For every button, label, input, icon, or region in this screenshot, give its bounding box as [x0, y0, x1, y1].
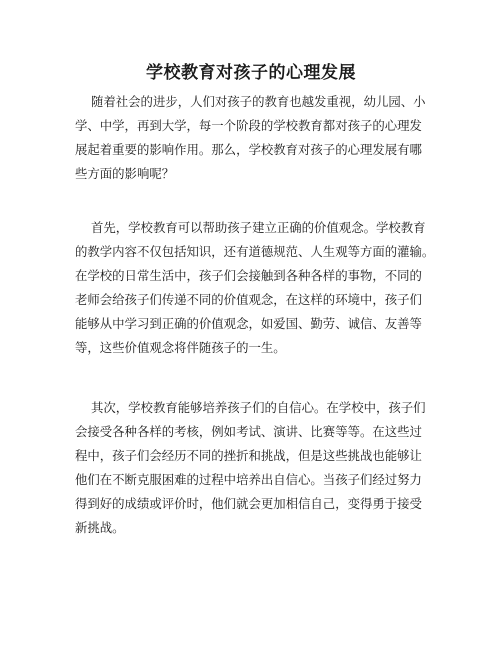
- paragraph-line: 在学校的日常生活中，孩子们会接触到各种各样的事物，不同的: [75, 268, 422, 283]
- paragraph-line: 的教学内容不仅包括知识，还有道德规范、人生观等方面的灌输。: [75, 244, 435, 259]
- paragraph-line: 程中，孩子们会经历不同的挫折和挑战，但是这些挑战也能够让: [75, 448, 422, 463]
- paragraph-line: 随着社会的进步，人们对孩子的教育也越发重视，幼儿园、小: [91, 94, 426, 109]
- paragraph-line: 能够从中学习到正确的价值观念，如爱国、勤劳、诚信、友善等: [75, 316, 422, 331]
- paragraph-line: 他们在不断克服困难的过程中培养出自信心。当孩子们经过努力: [75, 472, 422, 487]
- paragraph-line: 得到好的成绩或评价时，他们就会更加相信自己，变得勇于接受: [75, 496, 422, 511]
- document-title: 学校教育对孩子的心理发展: [146, 63, 356, 83]
- paragraph-line: 会接受各种各样的考核，例如考试、演讲、比赛等等。在这些过: [75, 424, 422, 439]
- paragraph-line: 老师会给孩子们传递不同的价值观念，在这样的环境中，孩子们: [75, 292, 422, 307]
- paragraph-line: 学、中学，再到大学，每一个阶段的学校教育都对孩子的心理发: [75, 118, 422, 133]
- paragraph-line: 其次，学校教育能够培养孩子们的自信心。在学校中，孩子们: [91, 400, 426, 415]
- paragraph-line: 些方面的影响呢？: [75, 166, 175, 181]
- paragraph-line: 展起着重要的影响作用。那么，学校教育对孩子的心理发展有哪: [75, 142, 422, 157]
- paragraph-line: 首先，学校教育可以帮助孩子建立正确的价值观念。学校教育: [91, 220, 426, 235]
- paragraph-line: 等，这些价值观念将伴随孩子的一生。: [75, 340, 286, 355]
- paragraph-line: 新挑战。: [75, 520, 125, 535]
